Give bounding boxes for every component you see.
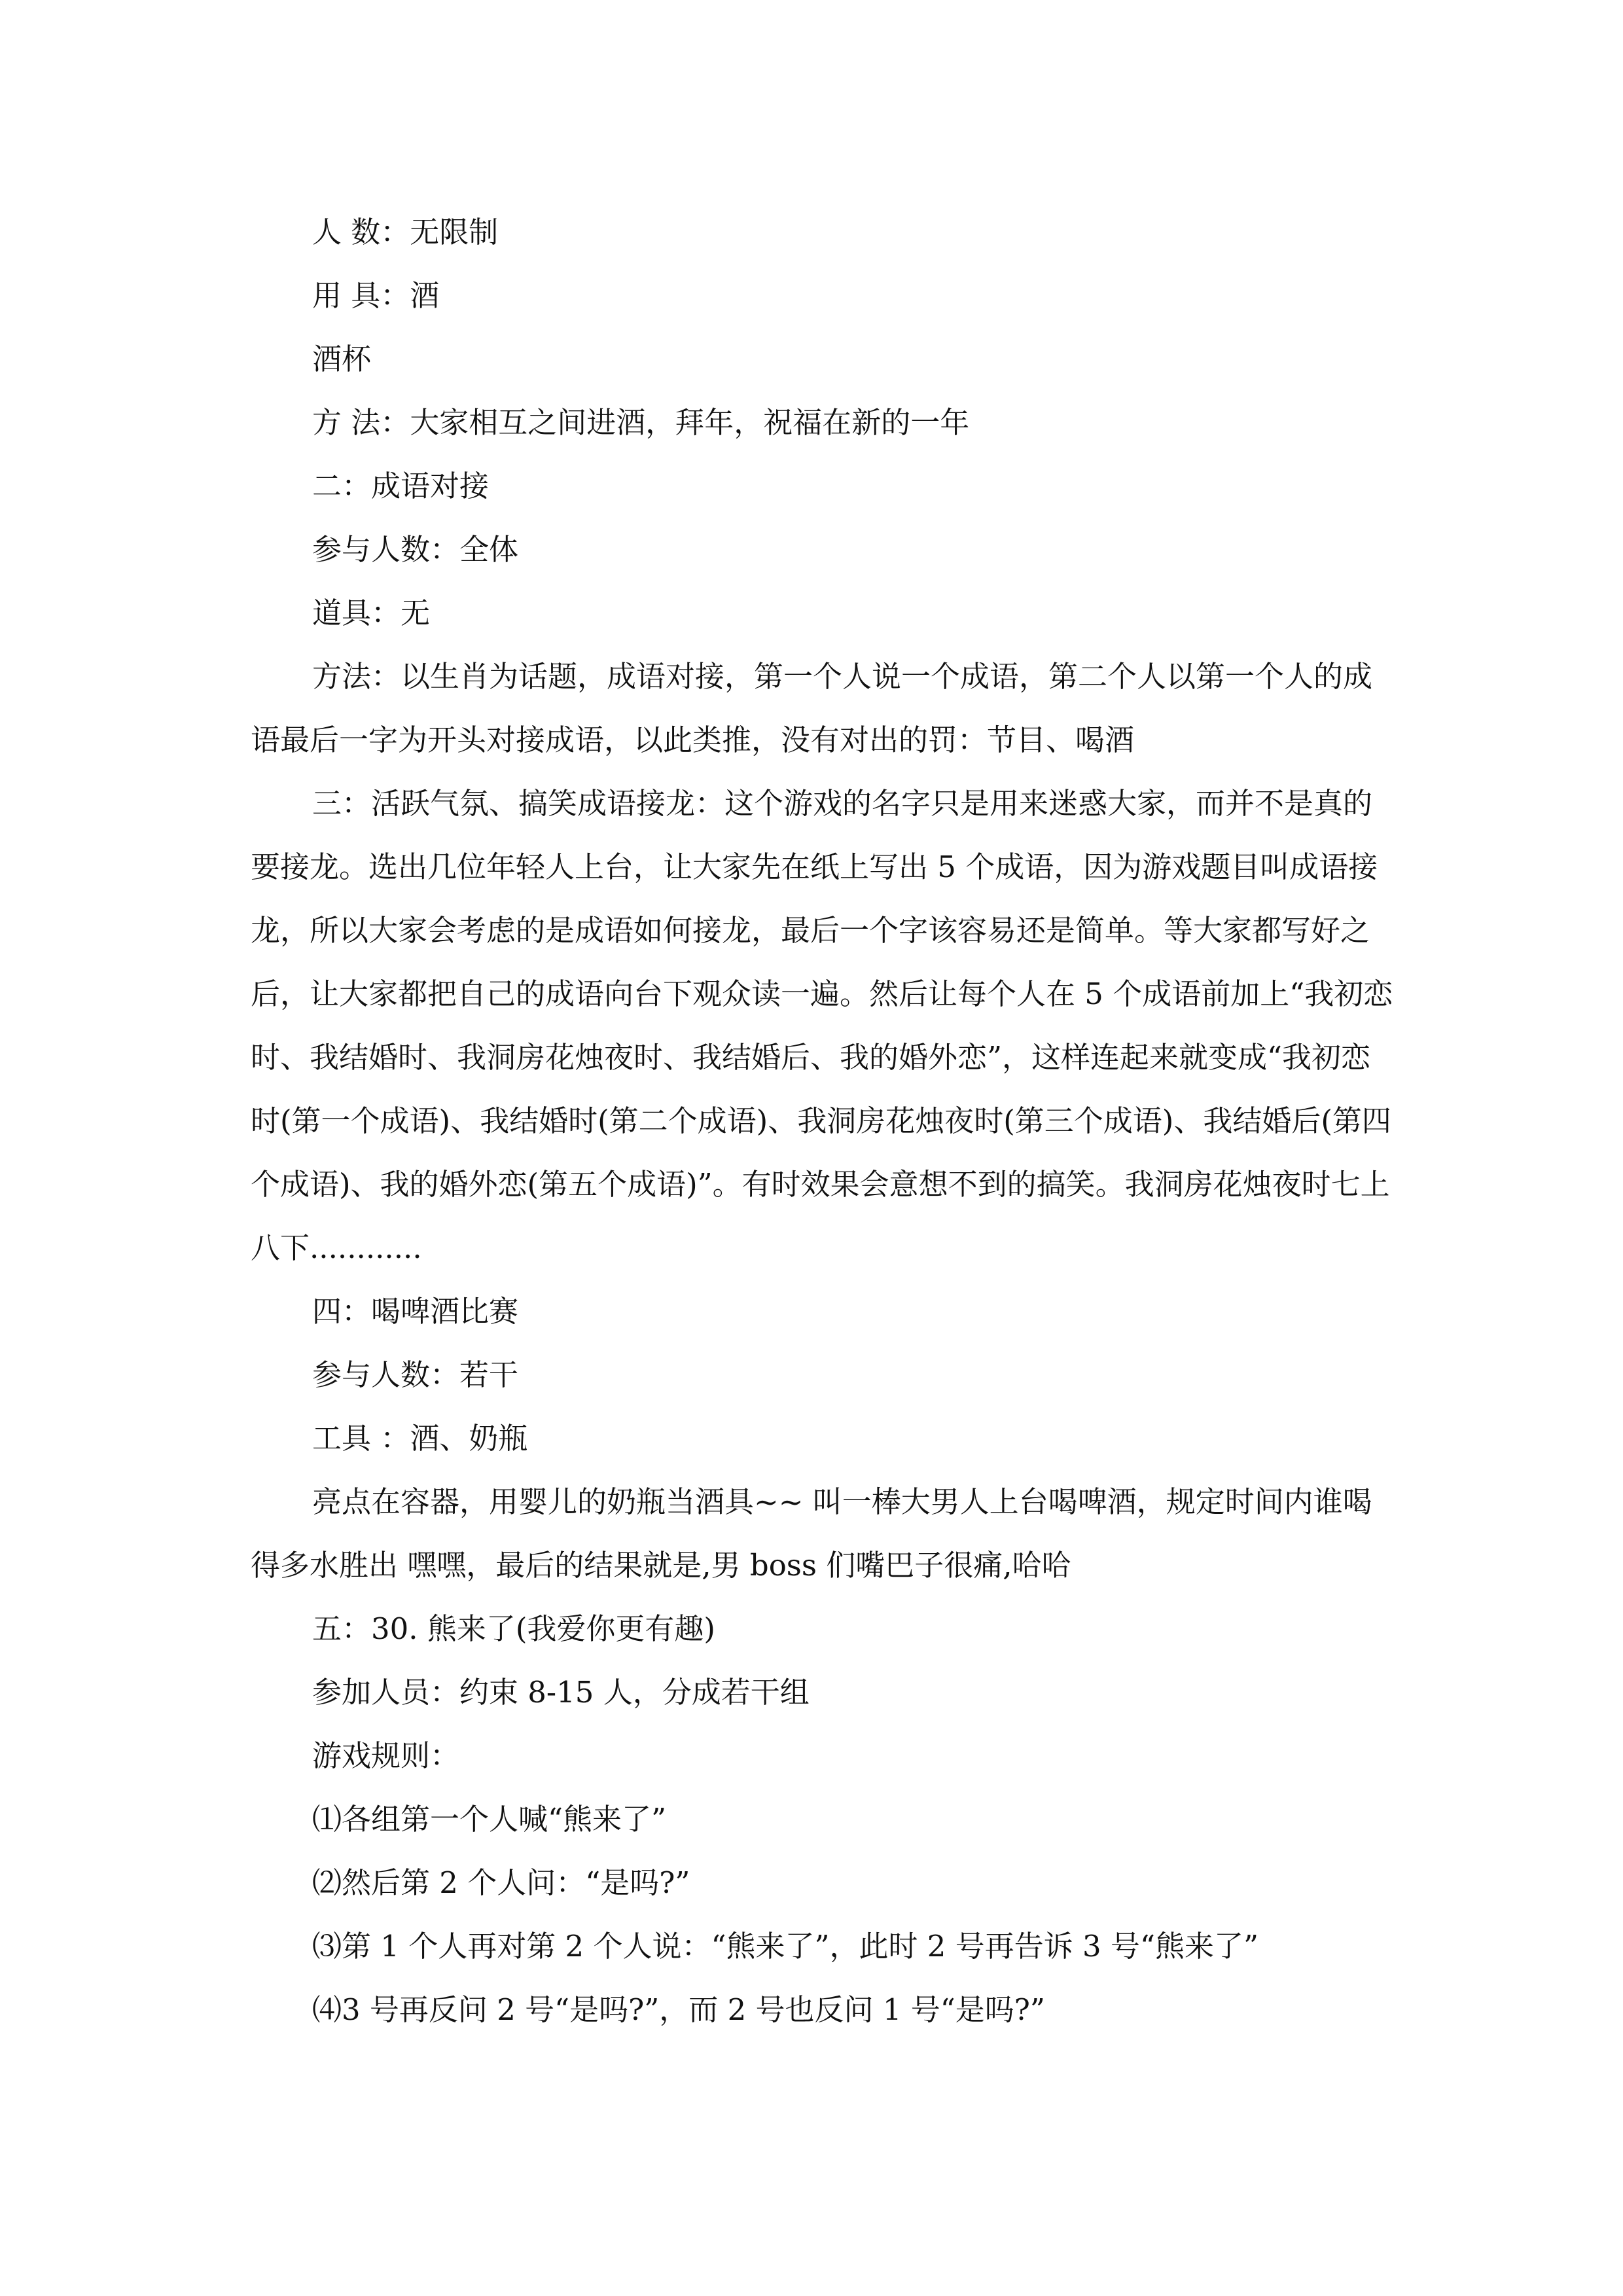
paragraph-participants-all: 参与人数：全体 (312, 532, 519, 567)
paragraph-beer-highlight: 亮点在容器，用婴儿的奶瓶当酒具~~ 叫一棒大男人上台喝啤酒，规定时间内谁喝得多水胜出 嘿嘿，最后的结果就是,男 boss 们嘴巴子很痛,哈哈 (251, 1484, 1372, 1583)
rule-item-4: ⑷3 号再反问 2 号“是吗?”，而 2 号也反问 1 号“是吗?” (312, 1992, 1045, 2027)
section-heading-bear: 五：30. 熊来了(我爱你更有趣) (312, 1611, 715, 1646)
paragraph-participants-some: 参与人数：若干 (312, 1357, 519, 1392)
paragraph-idiom-chain-game: 三：活跃气氛、搞笑成语接龙：这个游戏的名字只是用来迷惑大家，而并不是真的要接龙。选出几位年轻人上台，让大家先在纸上写出 5 个成语，因为游戏题目叫成语接龙，所以大家会考虑的是成语如何接龙，最后一个字该容易还是简单。等大家都写好之后，让大家都把自己的成语向台下观众读一遍。然后让每个人在 5 个成语前加上“我初恋时、我结婚时、我洞房花烛夜时、我结婚后、我的婚外恋”，这样连起来就变成“我初恋时(第一个成语)、我结婚时(第二个成语)、我洞房花烛夜时(第三个成语)、我结婚后(第四个成语)、我的婚外恋(第五个成语)”。有时效果会意想不到的搞笑。我洞房花烛夜时七上八下............ (251, 786, 1393, 1265)
paragraph-bear-participants: 参加人员：约束 8-15 人，分成若干组 (312, 1675, 810, 1710)
rule-item-2: ⑵然后第 2 个人问：“是吗?” (312, 1865, 690, 1900)
paragraph-participants: 人 数：无限制 (312, 215, 499, 249)
rule-item-3: ⑶第 1 个人再对第 2 个人说：“熊来了”，此时 2 号再告诉 3 号“熊来了” (312, 1929, 1258, 1964)
paragraph-tools: 用 具：酒 (312, 278, 440, 313)
paragraph-idiom-method: 方法：以生肖为话题，成语对接，第一个人说一个成语，第二个人以第一个人的成语最后一字为开头对接成语，以此类推，没有对出的罚：节目、喝酒 (251, 659, 1373, 757)
paragraph-tools-beer: 工具 ：酒、奶瓶 (312, 1421, 528, 1456)
paragraph-method: 方 法：大家相互之间进酒，拜年，祝福在新的一年 (312, 405, 970, 440)
rule-item-1: ⑴各组第一个人喊“熊来了” (312, 1802, 667, 1837)
section-heading-beer: 四：喝啤酒比赛 (312, 1294, 519, 1329)
document-body (251, 200, 1393, 2041)
paragraph-props-none: 道具：无 (312, 596, 431, 630)
section-heading-idiom: 二：成语对接 (312, 469, 490, 503)
paragraph-wine-cup: 酒杯 (312, 342, 372, 376)
paragraph-rules-heading: 游戏规则： (312, 1738, 460, 1773)
